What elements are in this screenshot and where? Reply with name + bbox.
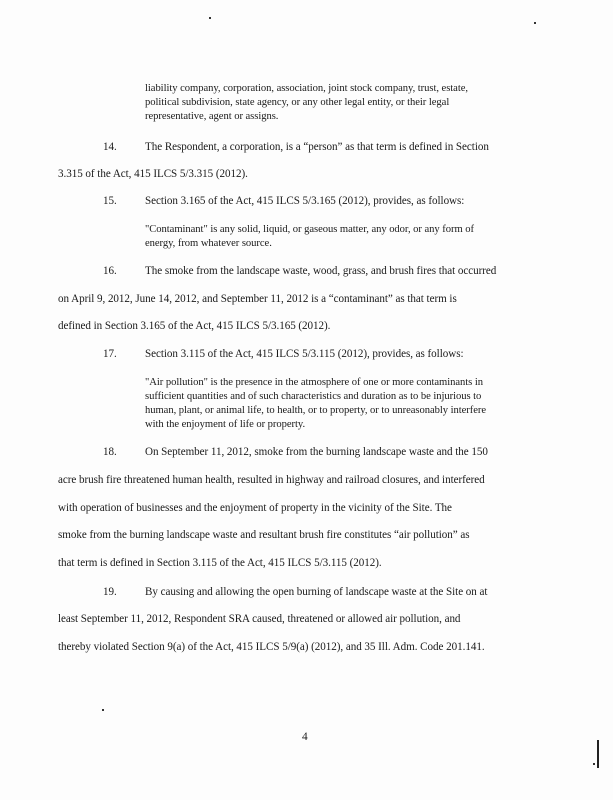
paragraph-line: Section 3.165 of the Act, 415 ILCS 5/3.165 (2012), provides, as follows: — [145, 195, 465, 207]
paragraph-line: The smoke from the landscape waste, wood, grass, and brush fires that occurred — [145, 265, 497, 277]
paragraph-line: on April 9, 2012, June 14, 2012, and September 11, 2012 is a “contaminant” as that term is — [58, 293, 457, 305]
block-quote-line: energy, from whatever source. — [145, 238, 272, 249]
scan-speck — [593, 763, 595, 765]
paragraph-line: thereby violated Section 9(a) of the Act, 415 ILCS 5/9(a) (2012), and 35 Ill. Adm. Code 201.141. — [58, 641, 485, 653]
paragraph-line: with operation of businesses and the enjoyment of property in the vicinity of the Site. The — [58, 502, 452, 514]
continuation-line: liability company, corporation, association, joint stock company, trust, estate, — [145, 83, 468, 94]
paragraph-line: By causing and allowing the open burning of landscape waste at the Site on at — [145, 586, 488, 598]
paragraph-line: smoke from the burning landscape waste and resultant brush fire constitutes “air pollution” as — [58, 529, 470, 541]
paragraph-number: 15. — [103, 195, 117, 207]
paragraph-line: On September 11, 2012, smoke from the burning landscape waste and the 150 — [145, 446, 488, 458]
continuation-line: political subdivision, state agency, or any other legal entity, or their legal — [145, 97, 450, 108]
block-quote-line: "Air pollution" is the presence in the atmosphere of one or more contaminants in — [145, 377, 483, 388]
paragraph-line: Section 3.115 of the Act, 415 ILCS 5/3.115 (2012), provides, as follows: — [145, 348, 464, 360]
paragraph-number: 17. — [103, 348, 117, 360]
block-quote-line: sufficient quantities and of such characteristics and duration as to be injurious to — [145, 391, 482, 402]
paragraph-number: 18. — [103, 446, 117, 458]
paragraph-line: that term is defined in Section 3.115 of the Act, 415 ILCS 5/3.115 (2012). — [58, 557, 382, 569]
paragraph-line: 3.315 of the Act, 415 ILCS 5/3.315 (2012). — [58, 168, 248, 180]
paragraph-number: 16. — [103, 265, 117, 277]
paragraph-number: 19. — [103, 586, 117, 598]
paragraph-line: acre brush fire threatened human health, resulted in highway and railroad closures, and interfered — [58, 474, 485, 486]
scan-speck — [209, 17, 211, 19]
paragraph-number: 14. — [103, 141, 117, 153]
scan-speck — [102, 709, 104, 711]
paragraph-line: The Respondent, a corporation, is a “person” as that term is defined in Section — [145, 141, 489, 153]
block-quote-line: with the enjoyment of life or property. — [145, 419, 306, 430]
paragraph-line: least September 11, 2012, Respondent SRA caused, threatened or allowed air pollution, and — [58, 613, 461, 625]
block-quote-line: human, plant, or animal life, to health, or to property, or to unreasonably interfere — [145, 405, 487, 416]
paragraph-line: defined in Section 3.165 of the Act, 415 ILCS 5/3.165 (2012). — [58, 320, 331, 332]
scan-edge-mark — [597, 740, 599, 768]
scan-speck — [534, 22, 536, 24]
page-number: 4 — [302, 731, 308, 743]
block-quote-line: "Contaminant" is any solid, liquid, or gaseous matter, any odor, or any form of — [145, 224, 474, 235]
continuation-line: representative, agent or assigns. — [145, 111, 279, 122]
